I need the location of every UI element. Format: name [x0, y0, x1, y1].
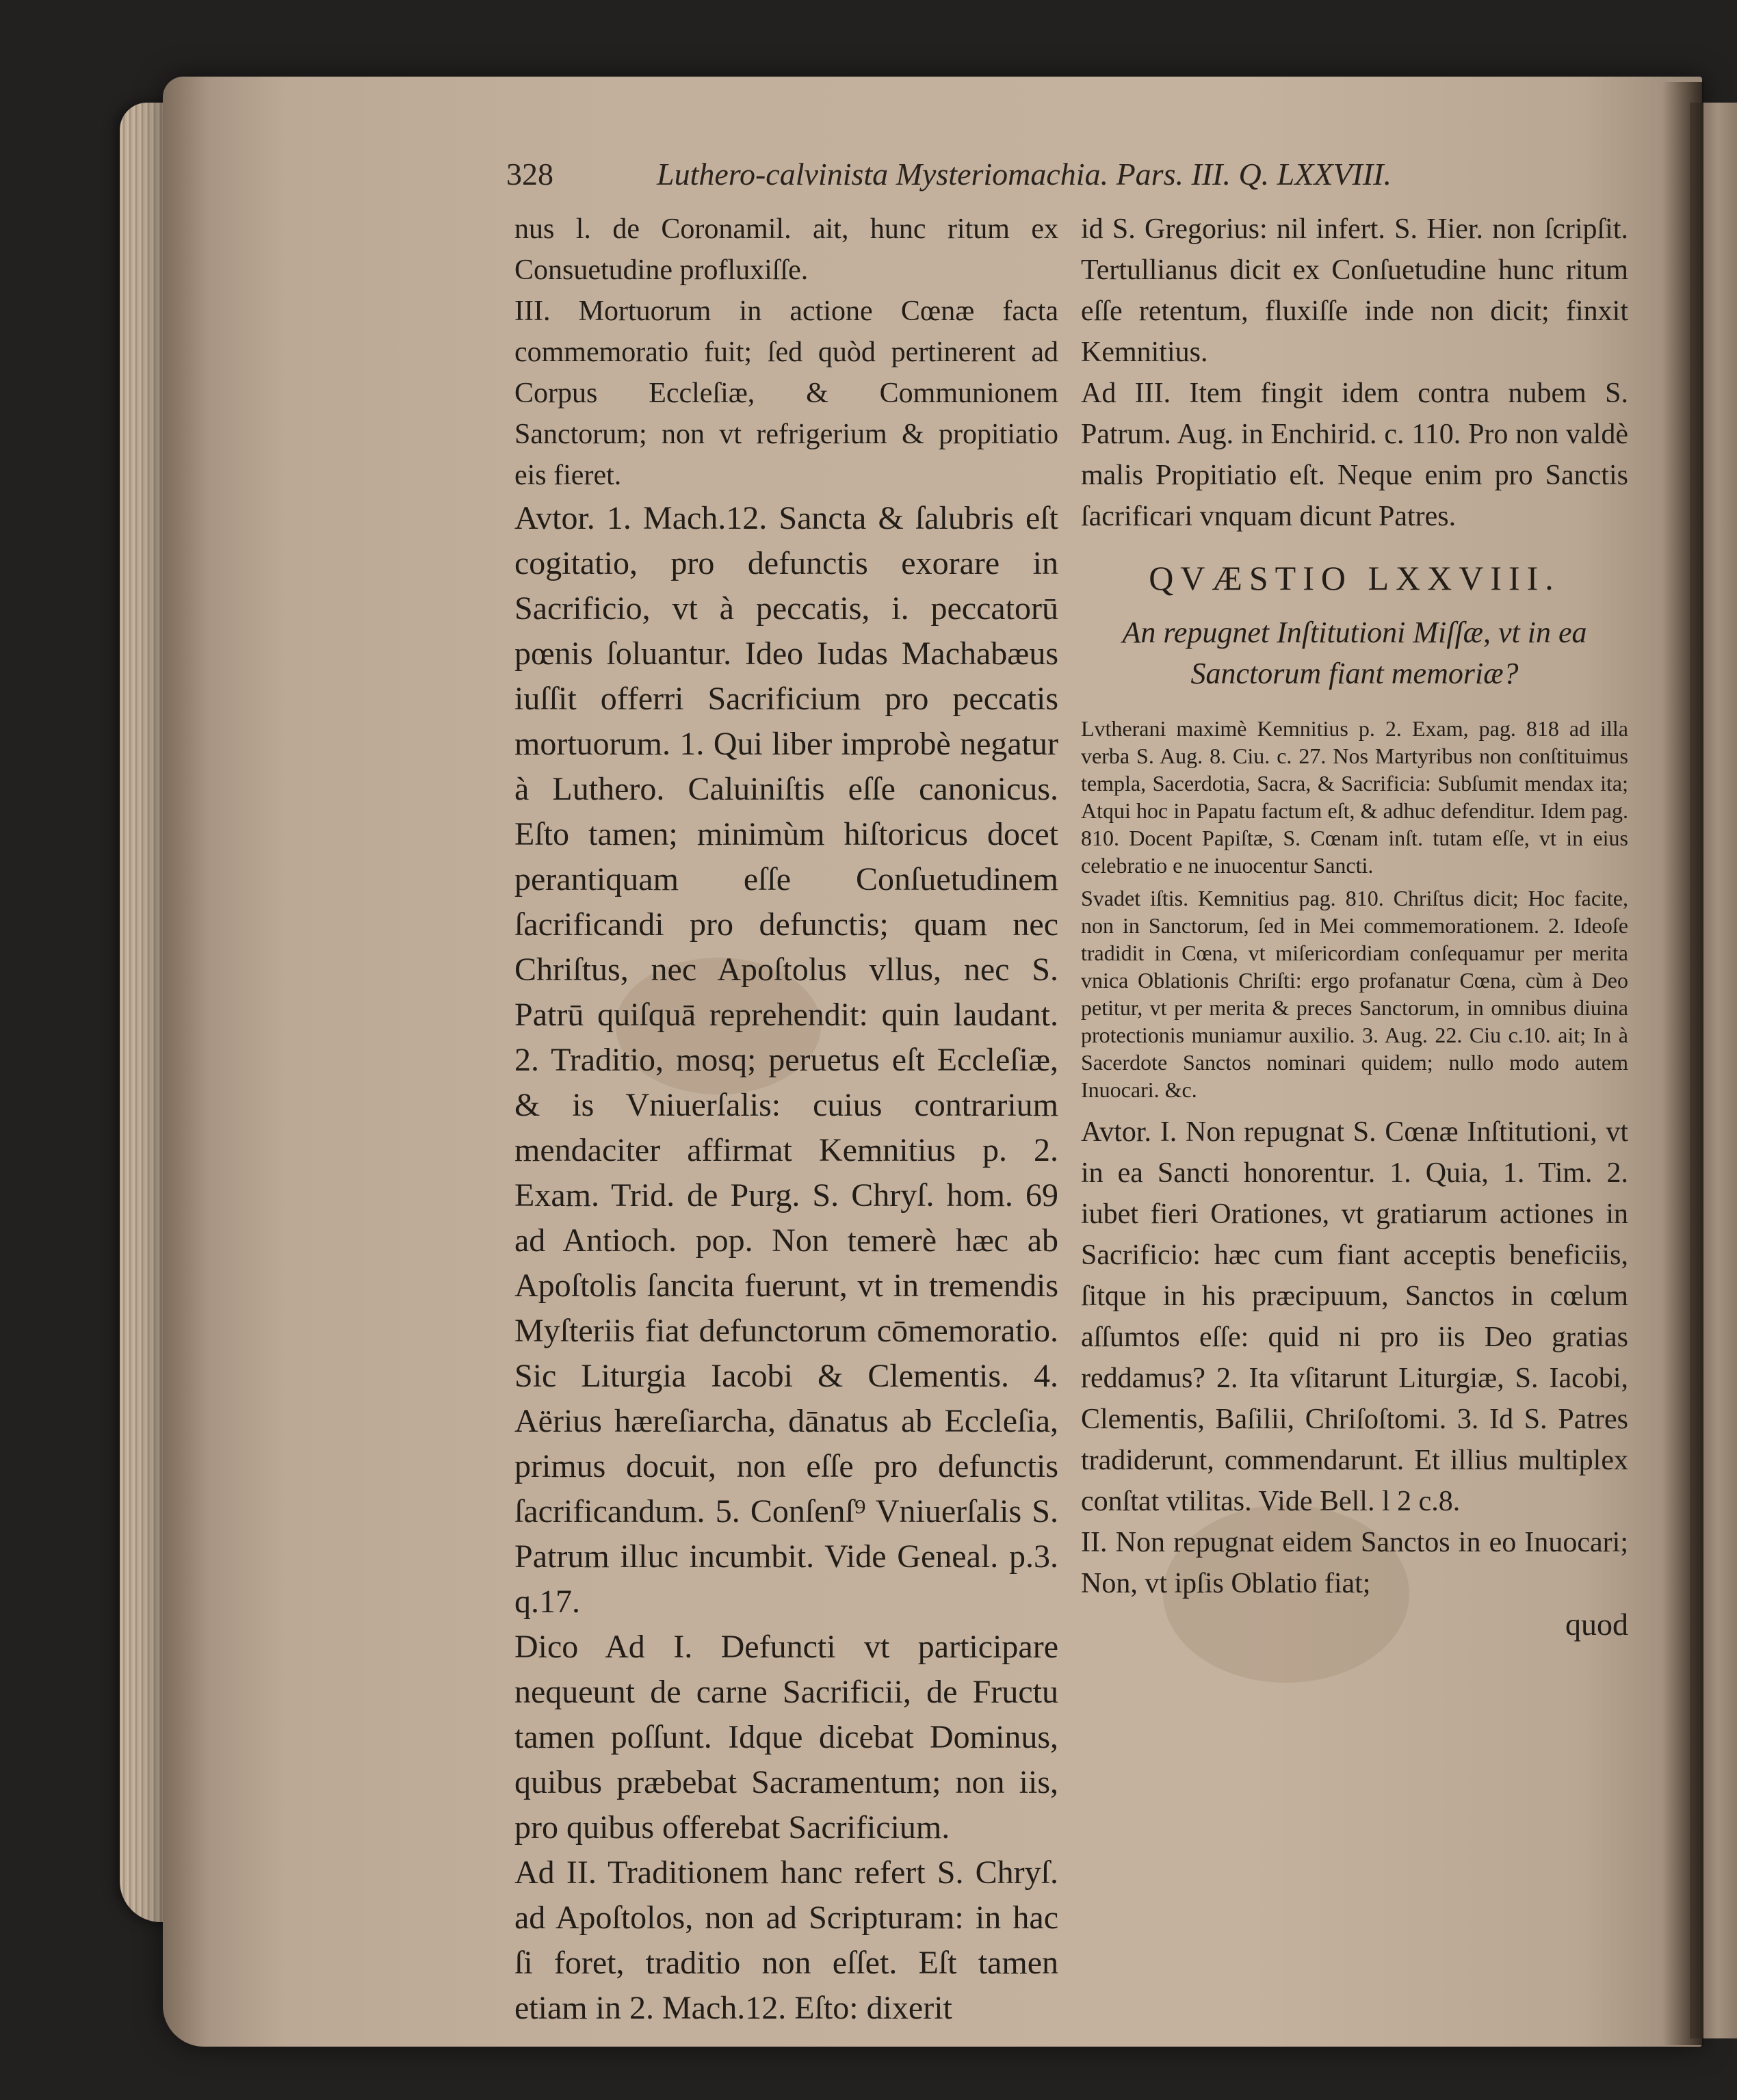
page-number: 328 [506, 157, 553, 192]
paragraph: Avtor. 1. Mach.12. Sancta & ſalubris eſt cogitatio, pro defunctis exorare in Sacrificio, vt à peccatis, i. peccatorū pœnis ſoluantur. Ideo Iudas Machabæus iuſſit offerri Sacrificium pro peccatis mortuorum. 1. Qui liber improbè negatur à Luthero. Caluiniſtis eſſe canonicus. Eſto tamen; minimùm hiſtoricus docet perantiquam eſſe Conſuetudinem ſacrificandi pro defunctis; quam nec Chriſtus, nec Apoſtolus vllus, nec S. Patrū quiſquā reprehendit: quin laudant. 2. Traditio, mosq; peruetus eſt Eccleſiæ, & is Vniuerſalis: cuius contrarium mendaciter affirmat Kemnitius p. 2. Exam. Trid. de Purg. S. Chryſ. hom. 69 ad Antioch. pop. Non temerè hæc ab Apoſtolis ſancita fuerunt, vt in tremendis Myſteriis fiat defunctorum cōmemoratio. Sic Liturgia Iacobi & Clementis. 4. Aërius hæreſiarcha, dānatus ab Eccleſia, primus docuit, non eſſe pro defunctis ſacrificandum. 5. Conſenſ⁹ Vniuerſalis S. Patrum illuc incumbit. Vide Geneal. p.3. q.17. [514, 500, 1058, 1620]
paragraph: Ad II. Traditionem hanc refert S. Chryſ. ad Apoſtolos, non ad Scripturam: in hac ſi foret, traditio non eſſet. Eſt tamen etiam in 2. Mach.12. Eſto: dixerit [514, 1854, 1058, 2026]
right-column [1081, 209, 1628, 1645]
paragraph: Svadet iſtis. Kemnitius pag. 810. Chriſtus dicit; Hoc facite, non in Sanctorum, ſed in Mei commemorationem. 2. Ideoſe tradidit in Cœna, vt miſericordiam conſequamur per merita vnica Oblationis Chriſti: ergo profanatur Cœna, cùm à Deo petitur, vt per merita & preces Sanctorum, in omnibus diuina protectionis muniamur auxilio. 3. Aug. 22. Ciu c.10. ait; In à Sacerdote Sanctos nominari quidem; nullo modo autem Inuocari. &c. [1081, 886, 1628, 1102]
paragraph: Avtor. I. Non repugnat S. Cœnæ Inſtitutioni, vt in ea Sancti honorentur. 1. Quia, 1. Tim. 2. iubet fieri Orationes, vt gratiarum actiones in Sacrificio: hæc cum fiant acceptis beneficiis, ſitque in his præcipuum, Sanctos in cœlum aſſumtos eſſe: quid ni pro iis Deo gratias reddamus? 2. Ita vſitarunt Liturgiæ, S. Iacobi, Clementis, Baſilii, Chriſoſtomi. 3. Id S. Patres tradiderunt, commendarunt. Et illius multiplex conſtat vtilitas. Vide Bell. l 2 c.8. [1081, 1116, 1628, 1517]
catchword: quod [1565, 1607, 1628, 1642]
left-column [514, 209, 1058, 2031]
paragraph: id S. Gregorius: nil infert. S. Hier. non ſcripſit. Tertullianus dicit ex Conſuetudine hunc ritum eſſe retentum, fluxiſſe inde non dicit; finxit Kemnitius. [1081, 213, 1628, 368]
paragraph: Dico Ad I. Defuncti vt participare nequeunt de carne Sacrificii, de Fructu tamen poſſunt. Idque dicebat Dominus, quibus præbebat Sacramentum; non iis, pro quibus offerebat Sacrificium. [514, 1629, 1058, 1846]
paragraph: Ad III. Item fingit idem contra nubem S. Patrum. Aug. in Enchirid. c. 110. Pro non valdè malis Propitiatio eſt. Neque enim pro Sanctis ſacrificari vnquam dicunt Patres. [1081, 378, 1628, 532]
paragraph: Lvtherani maximè Kemnitius p. 2. Exam, pag. 818 ad illa verba S. Aug. 8. Ciu. c. 27. Nos Martyribus non conſtituimus templa, Sacerdotia, Sacra, & Sacrificia: Subſumit mendax ita; Atqui hoc in Papatu factum eſt, & adhuc defenditur. Idem pag. 810. Docent Papiſtæ, S. Cœnam inſt. tutam eſſe, vt in eius celebratio e ne inuocentur Sancti. [1081, 716, 1628, 878]
gutter-shadow [1662, 82, 1703, 2045]
question-title: QVÆSTIO LXXVIII. [1149, 559, 1560, 597]
question-subtitle: An repugnet Inſtitutioni Miſſæ, vt in ea Sanctorum fiant memoriæ? [1122, 616, 1587, 690]
paragraph: III. Mortuorum in actione Cœnæ facta commemoratio fuit; ſed quòd pertinerent ad Corpus Eccleſiæ, & Communionem Sanctorum; non vt refrigerium & propitiatio eis fieret. [514, 296, 1058, 491]
paragraph: nus l. de Coronamil. ait, hunc ritum ex Consuetudine profluxiſſe. [514, 213, 1058, 286]
running-title: Luthero-calvinista Mysteriomachia. Pars. III. Q. LXXVIII. [657, 157, 1392, 192]
paragraph: II. Non repugnat eidem Sanctos in eo Inuocari; Non, vt ipſis Oblatio fiat; [1081, 1527, 1628, 1599]
